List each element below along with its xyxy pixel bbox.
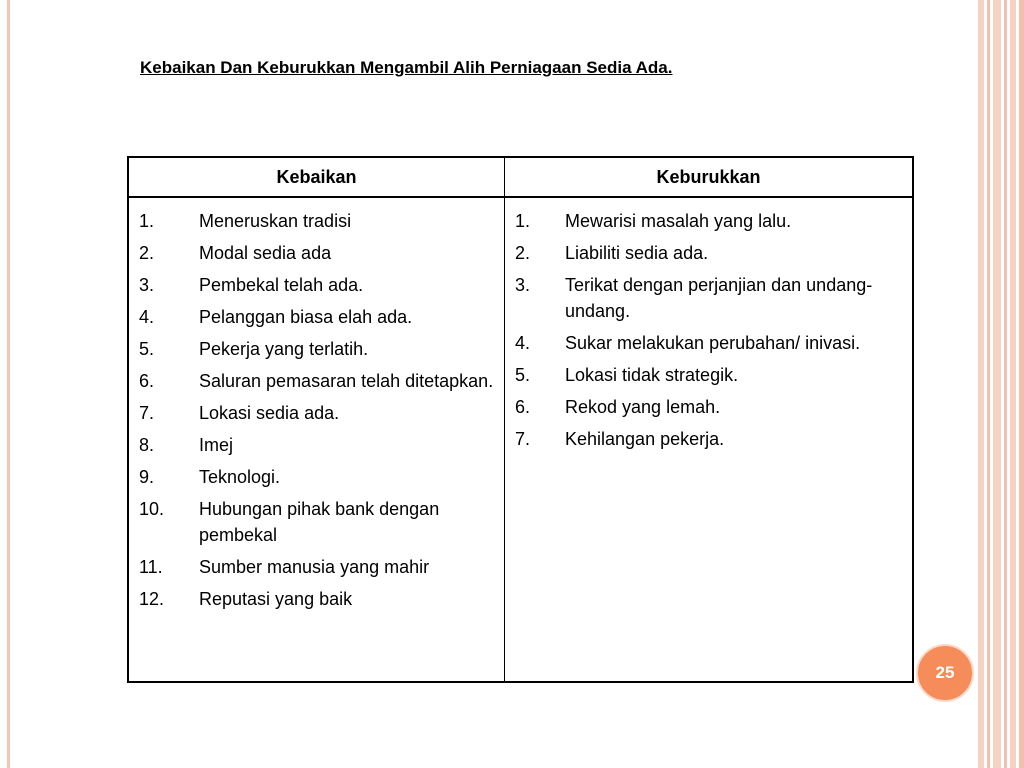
list-item-number: 5. bbox=[139, 339, 155, 359]
list-item-text: Lokasi tidak strategik. bbox=[565, 365, 739, 385]
list-item bbox=[505, 426, 912, 452]
right-border-stripe bbox=[1019, 0, 1024, 768]
list-item-number: 3. bbox=[515, 275, 531, 295]
list-item-text: Pembekal telah ada. bbox=[199, 275, 364, 295]
list-item-number: 2. bbox=[139, 243, 155, 263]
table-header-row bbox=[128, 157, 913, 197]
list-item bbox=[505, 240, 912, 266]
list-item-number: 4. bbox=[139, 307, 155, 327]
list-item bbox=[505, 394, 912, 420]
list-item bbox=[129, 208, 504, 234]
keburukkan-cell bbox=[505, 197, 914, 682]
right-border-stripe bbox=[993, 0, 1001, 768]
list-item-text: Pekerja yang terlatih. bbox=[199, 339, 369, 359]
right-border-stripe bbox=[1010, 0, 1016, 768]
list-item-text: Reputasi yang baik bbox=[199, 589, 353, 609]
list-item-number: 9. bbox=[139, 467, 155, 487]
list-item-number: 4. bbox=[515, 333, 531, 353]
list-item-text: Modal sedia ada bbox=[199, 243, 332, 263]
header-kebaikan: Kebaikan bbox=[128, 157, 505, 197]
keburukkan-list bbox=[505, 208, 912, 452]
list-item-number: 12. bbox=[139, 589, 165, 609]
table-row bbox=[128, 197, 913, 682]
right-border-stripe bbox=[978, 0, 984, 768]
list-item bbox=[129, 554, 504, 580]
list-item bbox=[129, 368, 504, 394]
list-item-number: 2. bbox=[515, 243, 531, 263]
list-item bbox=[129, 432, 504, 458]
list-item bbox=[505, 362, 912, 388]
list-item-text: Lokasi sedia ada. bbox=[199, 403, 340, 423]
list-item-number: 10. bbox=[139, 499, 165, 519]
page-number-badge: 25 bbox=[916, 644, 974, 702]
list-item-text: Sukar melakukan perubahan/ inivasi. bbox=[565, 333, 861, 353]
right-border-stripe bbox=[1004, 0, 1007, 768]
list-item bbox=[129, 304, 504, 330]
header-keburukkan: Keburukkan bbox=[505, 157, 914, 197]
list-item bbox=[505, 272, 912, 324]
list-item-number: 7. bbox=[139, 403, 155, 423]
list-item-text: Pelanggan biasa elah ada. bbox=[199, 307, 413, 327]
list-item bbox=[129, 240, 504, 266]
list-item bbox=[129, 272, 504, 298]
list-item-number: 5. bbox=[515, 365, 531, 385]
list-item bbox=[505, 330, 912, 356]
right-border-stripe bbox=[987, 0, 990, 768]
list-item-text: Meneruskan tradisi bbox=[199, 211, 352, 231]
list-item-number: 3. bbox=[139, 275, 155, 295]
list-item-number: 7. bbox=[515, 429, 531, 449]
list-item-text: Hubungan pihak bank dengan pembekal bbox=[199, 499, 440, 545]
list-item-text: Sumber manusia yang mahir bbox=[199, 557, 430, 577]
list-item bbox=[505, 208, 912, 234]
list-item-number: 6. bbox=[139, 371, 155, 391]
kebaikan-list bbox=[129, 208, 504, 612]
list-item-number: 1. bbox=[515, 211, 531, 231]
list-item-text: Saluran pemasaran telah ditetapkan. bbox=[199, 371, 494, 391]
list-item-number: 8. bbox=[139, 435, 155, 455]
list-item-number: 1. bbox=[139, 211, 155, 231]
list-item-number: 11. bbox=[139, 557, 163, 577]
list-item bbox=[129, 336, 504, 362]
list-item bbox=[129, 586, 504, 612]
list-item-text: Kehilangan pekerja. bbox=[565, 429, 725, 449]
kebaikan-cell bbox=[128, 197, 505, 682]
list-item-text: Terikat dengan perjanjian dan undang-undang. bbox=[565, 275, 873, 321]
list-item-text: Imej bbox=[199, 435, 234, 455]
list-item bbox=[129, 464, 504, 490]
list-item-number: 6. bbox=[515, 397, 531, 417]
list-item bbox=[129, 400, 504, 426]
list-item bbox=[129, 496, 504, 548]
slide-title: Kebaikan Dan Keburukkan Mengambil Alih Perniagaan Sedia Ada. bbox=[140, 58, 673, 77]
list-item-text: Teknologi. bbox=[199, 467, 281, 487]
list-item-text: Rekod yang lemah. bbox=[565, 397, 721, 417]
comparison-table bbox=[127, 156, 914, 683]
list-item-text: Mewarisi masalah yang lalu. bbox=[565, 211, 792, 231]
left-border-stripe bbox=[7, 0, 10, 768]
list-item-text: Liabiliti sedia ada. bbox=[565, 243, 709, 263]
